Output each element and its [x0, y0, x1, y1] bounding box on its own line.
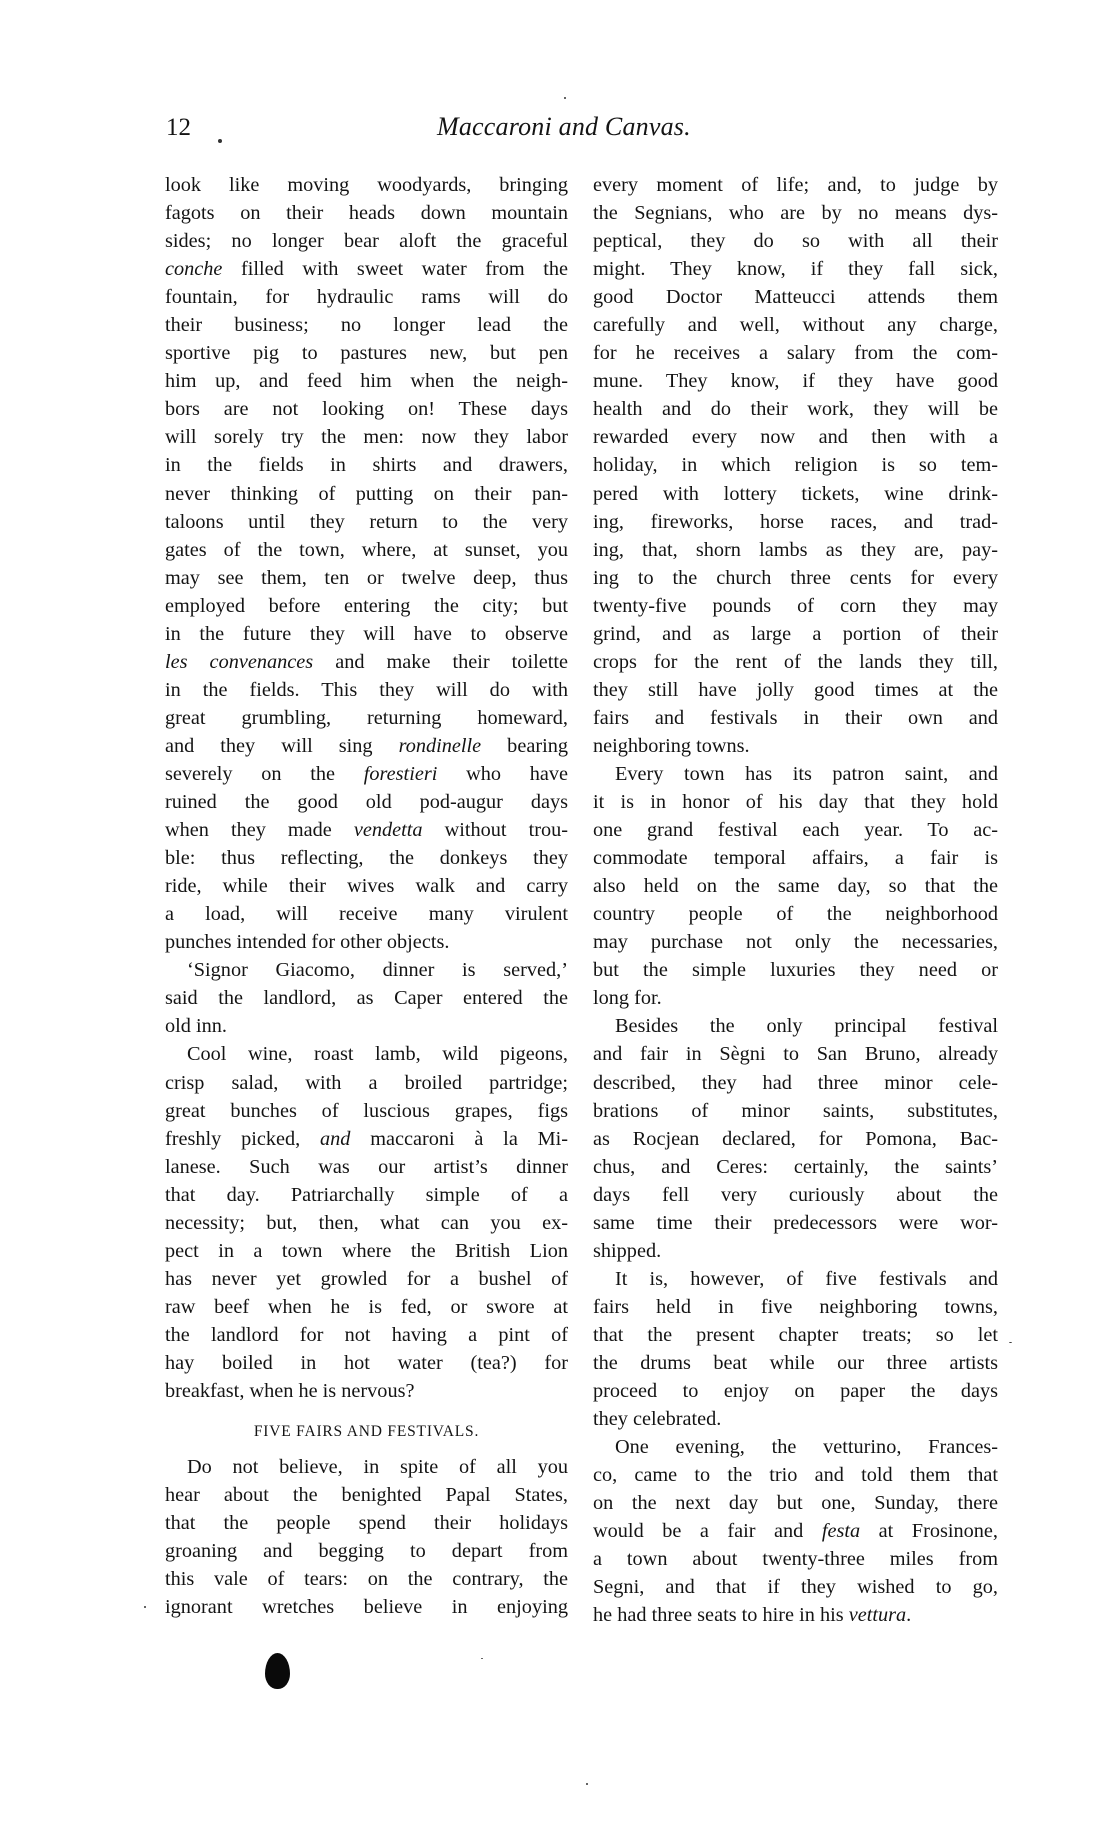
line-text: ride, while their wives walk and carry [165, 875, 568, 898]
line-text: long for. [593, 987, 662, 1010]
line-text: maccaroni à la Mi- [350, 1127, 569, 1150]
line-text: punches intended for other objects. [165, 931, 450, 954]
paper-speck [481, 1658, 483, 1659]
text-line [593, 1040, 998, 1068]
line-text: a town about twenty-three miles from [593, 1548, 998, 1571]
line-text: rewarded every now and then with a [593, 426, 998, 449]
text-line [165, 1097, 568, 1125]
line-text: who have [437, 762, 568, 785]
line-text: good Doctor Matteucci attends them [593, 286, 998, 309]
text-line [593, 900, 998, 928]
text-line [593, 1265, 998, 1293]
line-text: necessity; but, then, what can you ex- [165, 1211, 568, 1234]
text-line [593, 1181, 998, 1209]
line-text: ruined the good old pod-augur days [165, 791, 568, 814]
text-line [165, 283, 568, 311]
left-column [165, 171, 568, 1621]
line-text: Cool wine, roast lamb, wild pigeons, [187, 1043, 568, 1066]
line-text: never thinking of putting on their pan- [165, 482, 568, 505]
text-line [593, 227, 998, 255]
line-text: for he receives a salary from the com- [593, 342, 998, 365]
italic-phrase: vendetta [353, 819, 423, 842]
text-line [165, 1293, 568, 1321]
text-line [593, 451, 998, 479]
line-text: brations of minor saints, substitutes, [593, 1099, 998, 1122]
line-text: proceed to enjoy on paper the days [593, 1380, 998, 1403]
text-line [593, 480, 998, 508]
line-text: has never yet growled for a bushel of [165, 1267, 568, 1290]
line-text: a load, will receive many virulent [165, 903, 568, 926]
text-line [593, 760, 998, 788]
section-heading: FIVE FAIRS AND FESTIVALS. [253, 1423, 480, 1441]
line-text: groaning and begging to depart from [165, 1540, 568, 1563]
line-text: ing to the church three cents for every [593, 566, 998, 589]
line-text: said the landlord, as Caper entered the [165, 987, 568, 1010]
line-text: old inn. [165, 1015, 227, 1038]
text-line [165, 1593, 568, 1621]
text-line [593, 1293, 998, 1321]
line-text: when they made [165, 819, 354, 842]
line-text: may see them, ten or twelve deep, thus [165, 566, 568, 589]
italic-phrase: forestieri [363, 762, 438, 785]
text-line [165, 984, 568, 1012]
text-line [165, 367, 568, 395]
text-line [165, 1125, 568, 1153]
text-line [593, 620, 998, 648]
page-number: 12 [166, 114, 191, 141]
text-line [165, 508, 568, 536]
line-text: may purchase not only the necessaries, [593, 931, 998, 954]
paper-speck [586, 1783, 588, 1785]
italic-phrase: and [320, 1127, 351, 1150]
line-text: might. They know, if they fall sick, [593, 258, 998, 281]
line-text: gates of the town, where, at sunset, you [165, 538, 568, 561]
text-line [165, 1209, 568, 1237]
text-line [593, 1517, 998, 1545]
text-line [165, 788, 568, 816]
text-line [593, 704, 998, 732]
text-line [593, 984, 998, 1012]
line-text: every moment of life; and, to judge by [593, 174, 998, 196]
line-text: Besides the only principal festival [615, 1015, 998, 1038]
line-text: fagots on their heads down mountain [165, 202, 568, 225]
line-text: that the people spend their holidays [165, 1512, 568, 1535]
line-text: and they will sing [165, 734, 399, 757]
italic-phrase: festa [821, 1520, 861, 1543]
text-line [593, 1012, 998, 1040]
line-text: they celebrated. [593, 1408, 722, 1431]
line-text: bors are not looking on! These days [165, 398, 568, 421]
line-text: ‘Signor Giacomo, dinner is served,’ [187, 959, 568, 982]
line-text: described, they had three minor cele- [593, 1071, 998, 1094]
line-text: neighboring towns. [593, 734, 750, 757]
line-text: fairs held in five neighboring towns, [593, 1295, 998, 1318]
line-text: taloons until they return to the very [165, 510, 568, 533]
text-line [165, 1377, 568, 1405]
text-line [165, 1040, 568, 1068]
text-line [593, 1545, 998, 1573]
line-text: co, came to the trio and told them that [593, 1464, 998, 1487]
text-line [593, 171, 998, 199]
line-text: severely on the [165, 762, 364, 785]
text-line [593, 1209, 998, 1237]
line-text: the drums beat while our three artists [593, 1351, 998, 1374]
paper-speck [218, 139, 222, 143]
text-line [165, 423, 568, 451]
text-line [593, 816, 998, 844]
line-text: raw beef when he is fed, or swore at [165, 1295, 568, 1318]
line-text: lanese. Such was our artist’s dinner [165, 1155, 568, 1178]
text-line [165, 1481, 568, 1509]
paper-speck [144, 1606, 146, 1608]
text-line [593, 676, 998, 704]
text-line [165, 199, 568, 227]
line-text: that the present chapter treats; so let [593, 1323, 998, 1346]
line-text: in the fields. This they will do with [165, 678, 568, 701]
line-text: chus, and Ceres: certainly, the saints’ [593, 1155, 998, 1178]
text-line [593, 564, 998, 592]
line-text: pect in a town where the British Lion [165, 1239, 568, 1262]
italic-phrase: vettura [848, 1604, 907, 1627]
paper-speck [1009, 1342, 1012, 1343]
text-line [165, 1537, 568, 1565]
text-line [165, 648, 568, 676]
text-line [165, 816, 568, 844]
text-line [165, 564, 568, 592]
line-text: the landlord for not having a pint of [165, 1323, 568, 1346]
line-text: he had three seats to hire in his [593, 1604, 849, 1627]
text-line [165, 592, 568, 620]
text-line [593, 732, 998, 760]
line-text: ing, that, shorn lambs as they are, pay- [593, 538, 998, 561]
text-line [165, 480, 568, 508]
right-column [593, 171, 998, 1629]
text-line [165, 451, 568, 479]
line-text: great grumbling, returning homeward, [165, 706, 568, 729]
line-text: ble: thus reflecting, the donkeys they [165, 847, 568, 870]
text-line [165, 1012, 568, 1040]
line-text: grind, and as large a portion of their [593, 622, 998, 645]
line-text: sides; no longer bear aloft the graceful [165, 230, 568, 253]
line-text: sportive pig to pastures new, but pen [165, 342, 568, 365]
line-text: Every town has its patron saint, and [615, 762, 998, 785]
text-line [593, 956, 998, 984]
text-line [593, 1069, 998, 1097]
line-text: fountain, for hydraulic rams will do [165, 286, 568, 309]
text-line [165, 1453, 568, 1481]
line-text: they still have jolly good times at the [593, 678, 998, 701]
line-text: will sorely try the men: now they labor [165, 426, 568, 449]
text-line [165, 1349, 568, 1377]
ink-blot-mark [265, 1653, 290, 1689]
line-text: look like moving woodyards, bringing [165, 174, 568, 196]
line-text: in the future they will have to observe [165, 622, 568, 645]
text-line [593, 592, 998, 620]
text-line [593, 367, 998, 395]
text-line [165, 1237, 568, 1265]
line-text: and fair in Sègni to San Bruno, already [593, 1043, 998, 1066]
text-line [165, 255, 568, 283]
text-line [593, 1433, 998, 1461]
line-text: and make their toilette [313, 650, 568, 673]
text-line [593, 1125, 998, 1153]
paper-speck [564, 97, 566, 99]
text-line [593, 844, 998, 872]
line-text: without trou- [422, 819, 568, 842]
text-line [165, 956, 568, 984]
text-line [593, 423, 998, 451]
text-line [593, 311, 998, 339]
line-text: crisp salad, with a broiled partridge; [165, 1071, 568, 1094]
line-text: at Frosinone, [860, 1520, 998, 1543]
text-line [593, 1601, 998, 1629]
text-line [593, 199, 998, 227]
text-line [165, 872, 568, 900]
text-line [165, 760, 568, 788]
text-line [165, 311, 568, 339]
italic-phrase: les convenances [165, 650, 314, 673]
text-line [593, 508, 998, 536]
text-line [165, 620, 568, 648]
italic-phrase: rondinelle [398, 734, 482, 757]
text-line [165, 1153, 568, 1181]
text-line [593, 1153, 998, 1181]
line-text: also held on the same day, so that the [593, 875, 998, 898]
text-line [165, 536, 568, 564]
line-text: breakfast, when he is nervous? [165, 1380, 415, 1403]
line-text: in the fields in shirts and drawers, [165, 454, 568, 477]
text-line [165, 395, 568, 423]
line-text: ignorant wretches believe in enjoying [165, 1596, 568, 1619]
text-line [593, 536, 998, 564]
line-text: . [906, 1604, 912, 1627]
text-line [593, 1489, 998, 1517]
italic-phrase: conche [165, 258, 223, 281]
line-text: on the next day but one, Sunday, there [593, 1492, 998, 1515]
line-text: One evening, the vetturino, Frances- [615, 1436, 998, 1459]
line-text: shipped. [593, 1239, 662, 1262]
text-line [593, 283, 998, 311]
text-line [165, 1565, 568, 1593]
line-text: great bunches of luscious grapes, figs [165, 1099, 568, 1122]
line-text: would be a fair and [593, 1520, 822, 1543]
text-line [593, 872, 998, 900]
line-text: one grand festival each year. To ac- [593, 819, 998, 842]
text-line [593, 1405, 998, 1433]
line-text: peptical, they do so with all their [593, 230, 998, 253]
text-line [165, 171, 568, 199]
text-line [165, 339, 568, 367]
text-line [593, 255, 998, 283]
line-text: carefully and well, without any charge, [593, 314, 998, 337]
line-text: that day. Patriarchally simple of a [165, 1183, 568, 1206]
line-text: crops for the rent of the lands they till, [593, 650, 998, 673]
text-line [165, 732, 568, 760]
text-line [165, 704, 568, 732]
line-text: the Segnians, who are by no means dys- [593, 202, 998, 225]
text-line [165, 1069, 568, 1097]
line-text: commodate temporal affairs, a fair is [593, 847, 998, 870]
line-text: holiday, in which religion is so tem- [593, 454, 998, 477]
line-text: same time their predecessors were wor- [593, 1211, 998, 1234]
line-text: freshly picked, [165, 1127, 320, 1150]
line-text: as Rocjean declared, for Pomona, Bac- [593, 1127, 998, 1150]
line-text: filled with sweet water from the [222, 258, 568, 281]
line-text: ing, fireworks, horse races, and trad- [593, 510, 998, 533]
line-text: days fell very curiously about the [593, 1183, 998, 1206]
line-text: country people of the neighborhood [593, 903, 998, 926]
line-text: fairs and festivals in their own and [593, 706, 998, 729]
text-line [593, 1237, 998, 1265]
line-text: twenty-five pounds of corn they may [593, 594, 998, 617]
text-line [593, 1321, 998, 1349]
line-text: Segni, and that if they wished to go, [593, 1576, 998, 1599]
text-line [165, 1321, 568, 1349]
text-line [593, 1097, 998, 1125]
line-text: hear about the benighted Papal States, [165, 1484, 568, 1507]
text-line [593, 395, 998, 423]
line-text: mune. They know, if they have good [593, 370, 998, 393]
text-line [165, 1181, 568, 1209]
line-text: employed before entering the city; but [165, 594, 568, 617]
line-text: health and do their work, they will be [593, 398, 998, 421]
text-line [593, 1349, 998, 1377]
line-text: this vale of tears: on the contrary, the [165, 1568, 568, 1591]
line-text: but the simple luxuries they need or [593, 959, 998, 982]
text-line [165, 900, 568, 928]
line-text: it is in honor of his day that they hold [593, 791, 998, 814]
text-line [165, 676, 568, 704]
text-line [165, 1509, 568, 1537]
text-line [593, 339, 998, 367]
text-line [593, 1573, 998, 1601]
line-text: It is, however, of five festivals and [615, 1267, 998, 1290]
line-text: Do not believe, in spite of all you [187, 1456, 568, 1479]
text-line [593, 788, 998, 816]
text-line [165, 227, 568, 255]
line-text: him up, and feed him when the neigh- [165, 370, 568, 393]
text-line [593, 1461, 998, 1489]
line-text: bearing [481, 734, 569, 757]
text-line [593, 648, 998, 676]
text-line [165, 1265, 568, 1293]
line-text: hay boiled in hot water (tea?) for [165, 1351, 568, 1374]
line-text: their business; no longer lead the [165, 314, 568, 337]
text-line [593, 1377, 998, 1405]
text-line [165, 928, 568, 956]
running-title: Maccaroni and Canvas. [437, 112, 691, 141]
text-line [593, 928, 998, 956]
line-text: pered with lottery tickets, wine drink- [593, 482, 998, 505]
text-line [165, 844, 568, 872]
